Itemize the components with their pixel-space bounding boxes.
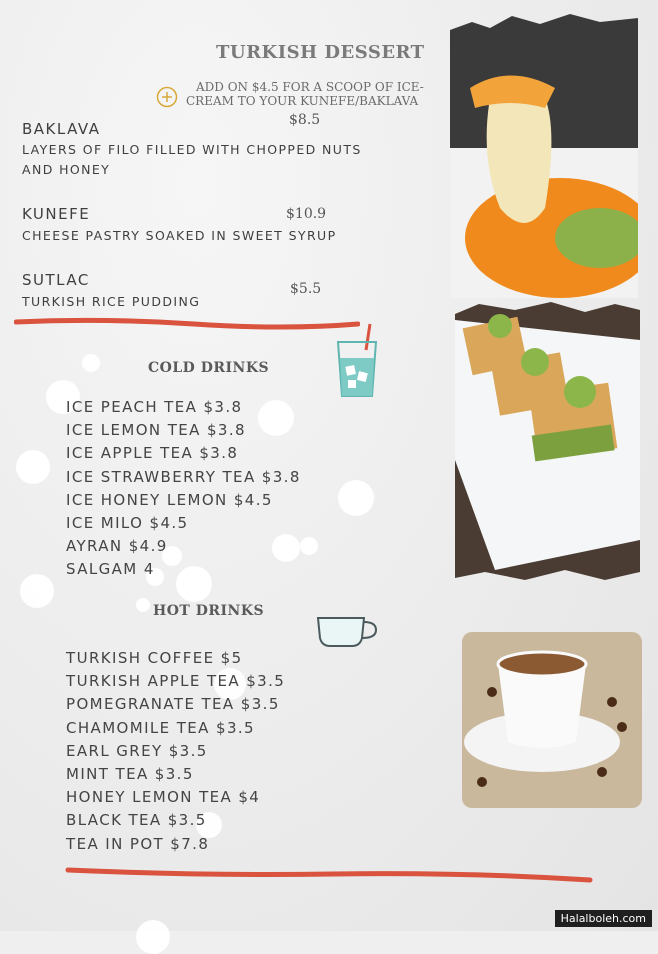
list-item: ICE PEACH TEA $3.8 — [66, 398, 243, 416]
dessert-name-baklava: BAKLAVA — [22, 120, 101, 138]
list-item: SALGAM 4 — [66, 560, 155, 579]
list-item: MINT TEA $3.5 — [66, 764, 194, 783]
list-item: POMEGRANATE TEA $3.5 — [66, 695, 280, 714]
tea-cup-icon — [316, 614, 380, 652]
plus-circle-icon — [156, 86, 178, 112]
hot-drinks-title: HOT DRINKS — [153, 603, 265, 619]
list-item: TURKISH APPLE TEA $3.5 — [66, 672, 286, 691]
list-item: CHAMOMILE TEA $3.5 — [66, 718, 255, 737]
baklava-photo — [455, 300, 640, 582]
dessert-price-baklava: $8.5 — [289, 112, 321, 128]
dessert-price-kunefe: $10.9 — [286, 206, 327, 222]
iced-drink-icon — [334, 322, 380, 402]
dessert-desc-baklava-line2: AND HONEY — [22, 162, 111, 177]
hot-drinks-list — [66, 647, 285, 856]
list-item: ICE MILO $4.5 — [66, 513, 189, 532]
list-item: AYRAN $4.9 — [66, 537, 168, 556]
dessert-desc-sutlac: TURKISH RICE PUDDING — [22, 294, 201, 309]
dessert-name-kunefe: KUNEFE — [22, 205, 91, 223]
list-item: ICE HONEY LEMON $4.5 — [66, 490, 273, 509]
watermark: Halalboleh.com — [555, 910, 652, 927]
divider-brush-bottom — [64, 862, 594, 888]
list-item: BLACK TEA $3.5 — [66, 811, 207, 830]
list-item: ICE APPLE TEA $3.8 — [66, 444, 239, 463]
kunefe-photo — [450, 8, 638, 298]
list-item: ICE STRAWBERRY TEA $3.8 — [66, 467, 301, 486]
cold-drinks-title: COLD DRINKS — [148, 360, 270, 376]
dessert-desc-kunefe: CHEESE PASTRY SOAKED IN SWEET SYRUP — [22, 228, 337, 243]
addon-note-line2: CREAM TO YOUR KUNEFE/BAKLAVA — [186, 94, 419, 108]
list-item: ICE LEMON TEA $3.8 — [66, 421, 246, 440]
turkish-coffee-photo — [462, 632, 642, 808]
divider-brush-top — [14, 316, 360, 332]
dessert-price-sutlac: $5.5 — [290, 281, 322, 297]
list-item: HONEY LEMON TEA $4 — [66, 788, 261, 807]
list-item: TURKISH COFFEE $5 — [66, 649, 243, 667]
list-item: EARL GREY $3.5 — [66, 741, 208, 760]
dessert-name-sutlac: SUTLAC — [22, 271, 90, 289]
cold-drinks-list — [66, 396, 301, 582]
dessert-title: TURKISH DESSERT — [216, 42, 425, 63]
addon-note-line1: ADD ON $4.5 FOR A SCOOP OF ICE- — [196, 80, 424, 94]
dessert-desc-baklava-line1: LAYERS OF FILO FILLED WITH CHOPPED NUTS — [22, 142, 362, 157]
list-item: TEA IN POT $7.8 — [66, 834, 210, 853]
